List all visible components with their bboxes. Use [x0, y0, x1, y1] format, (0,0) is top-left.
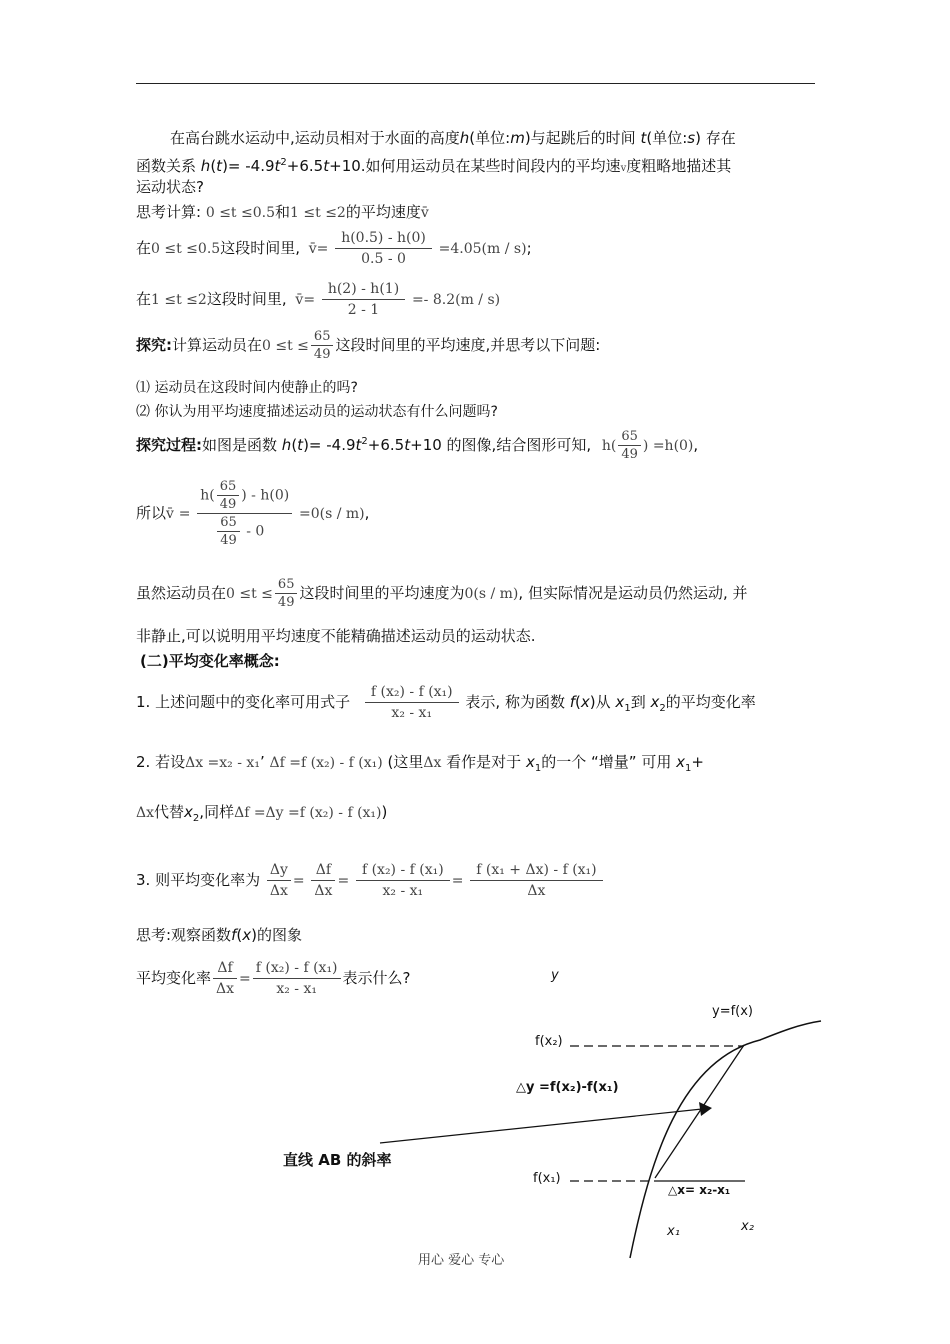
page-footer: 用心 爱心 专心 [418, 1253, 505, 1268]
item-1: 1. 上述问题中的变化率可用式子 $\frac{\text{f (x₂) - f (x₁)}}{\text{x₂ - x₁}}$ 表示, 称为函数 f(x)从 $x_1$到 $x_2$的平均变化率 [136, 684, 756, 721]
intro-line-2: 函数关系 $h(t)= -4.9t^2+6.5t+10$.如何用运动员在某些时间段内的平均速v度粗略地描述其 [136, 157, 732, 175]
process-line: 探究过程:如图是函数 $h(t)= -4.9t^2+6.5t+10$ 的图像,结合图形可知, h( $\frac{65}{49}$ ) =h(0), [136, 429, 699, 462]
f-x1-label: f(x₁) [533, 1171, 561, 1186]
item-3: 3. 则平均变化率为 $\frac{\Delta y}{\Delta x}$ = $\frac{\Delta f}{\Delta x}$ = $\frac{\text{f (x₂) - f (x₁)}}{\text{x₂ - x₁}}$ = $\frac{\text{f (x₁ + Δx) - f (x₁)}}{\Delta x}$ [136, 860, 605, 901]
though-line-2: 非静止,可以说明用平均速度不能精确描述运动员的运动状态. [136, 627, 536, 645]
delta-x-label: △x= x₂-x₁ [668, 1183, 731, 1197]
think-line: 思考计算: 0 ≤t ≤0.5和1 ≤t ≤2的平均速度v̄ [136, 203, 429, 221]
y-axis-label: y [551, 968, 559, 983]
ab-slope-arrow [380, 1109, 702, 1143]
question-1: ⑴ 运动员在这段时间内使静止的吗? [136, 380, 358, 396]
calc-1: 在0 ≤t ≤0.5这段时间里, v̄= $\frac{h(0.5) - h(0)}{0.5 - 0}$ =4.05(m / s); [136, 230, 532, 267]
section-2-title: (二)平均变化率概念: [140, 652, 280, 670]
intro-line-1: 在高台跳水运动中,运动员相对于水面的高度h(单位:m)与起跳后的时间 t(单位:s) 存在 [170, 129, 736, 147]
x2-label: x₂ [741, 1219, 754, 1234]
intro-line-3: 运动状态? [136, 178, 204, 196]
arrow-head-icon [699, 1102, 712, 1116]
delta-y-label: △y =f(x₂)-f(x₁) [516, 1080, 619, 1095]
question-2: ⑵ 你认为用平均速度描述运动员的运动状态有什么问题吗? [136, 404, 498, 420]
think-2: 思考:观察函数f(x)的图象 [136, 926, 302, 944]
x1-label: x₁ [667, 1224, 680, 1239]
though-line: 虽然运动员在0 ≤t ≤ $\frac{65}{49}$ 这段时间里的平均速度为0(s / m), 但实际情况是运动员仍然运动, 并 [136, 577, 748, 610]
curve-label: y=f(x) [712, 1004, 753, 1019]
so-line: 所以v̄ = h( $\frac{65}{49}$ ) - h(0) $\frac{65}{49}$ - 0 =0(s / m), [136, 479, 370, 548]
calc-2: 在1 ≤t ≤2这段时间里, v̄= $\frac{h(2) - h(1)}{2 - 1}$ =- 8.2(m / s) [136, 281, 501, 318]
curve [630, 1021, 821, 1258]
item-2: 2. 若设Δx =x₂ - x₁’ Δf =f (x₂) - f (x₁) (这里Δx 看作是对于 $x_1$的一个 “增量” 可用 $x_1+$ [136, 753, 704, 774]
item-2-line-2: Δx代替$x_2$,同样Δf =Δy =f (x₂) - f (x₁)) [136, 803, 388, 824]
ab-slope-label: 直线 AB 的斜率 [283, 1151, 392, 1169]
f-x2-label: f(x₂) [535, 1034, 563, 1049]
rate-line: 平均变化率 $\frac{\Delta f}{\Delta x}$ = $\frac{\text{f (x₂) - f (x₁)}}{\text{x₂ - x₁}}$ 表示什么? [136, 960, 411, 997]
secant-line [655, 1045, 744, 1178]
explore-line: 探究:计算运动员在0 ≤t ≤ $\frac{65}{49}$ 这段时间里的平均速度,并思考以下问题: [136, 329, 601, 362]
